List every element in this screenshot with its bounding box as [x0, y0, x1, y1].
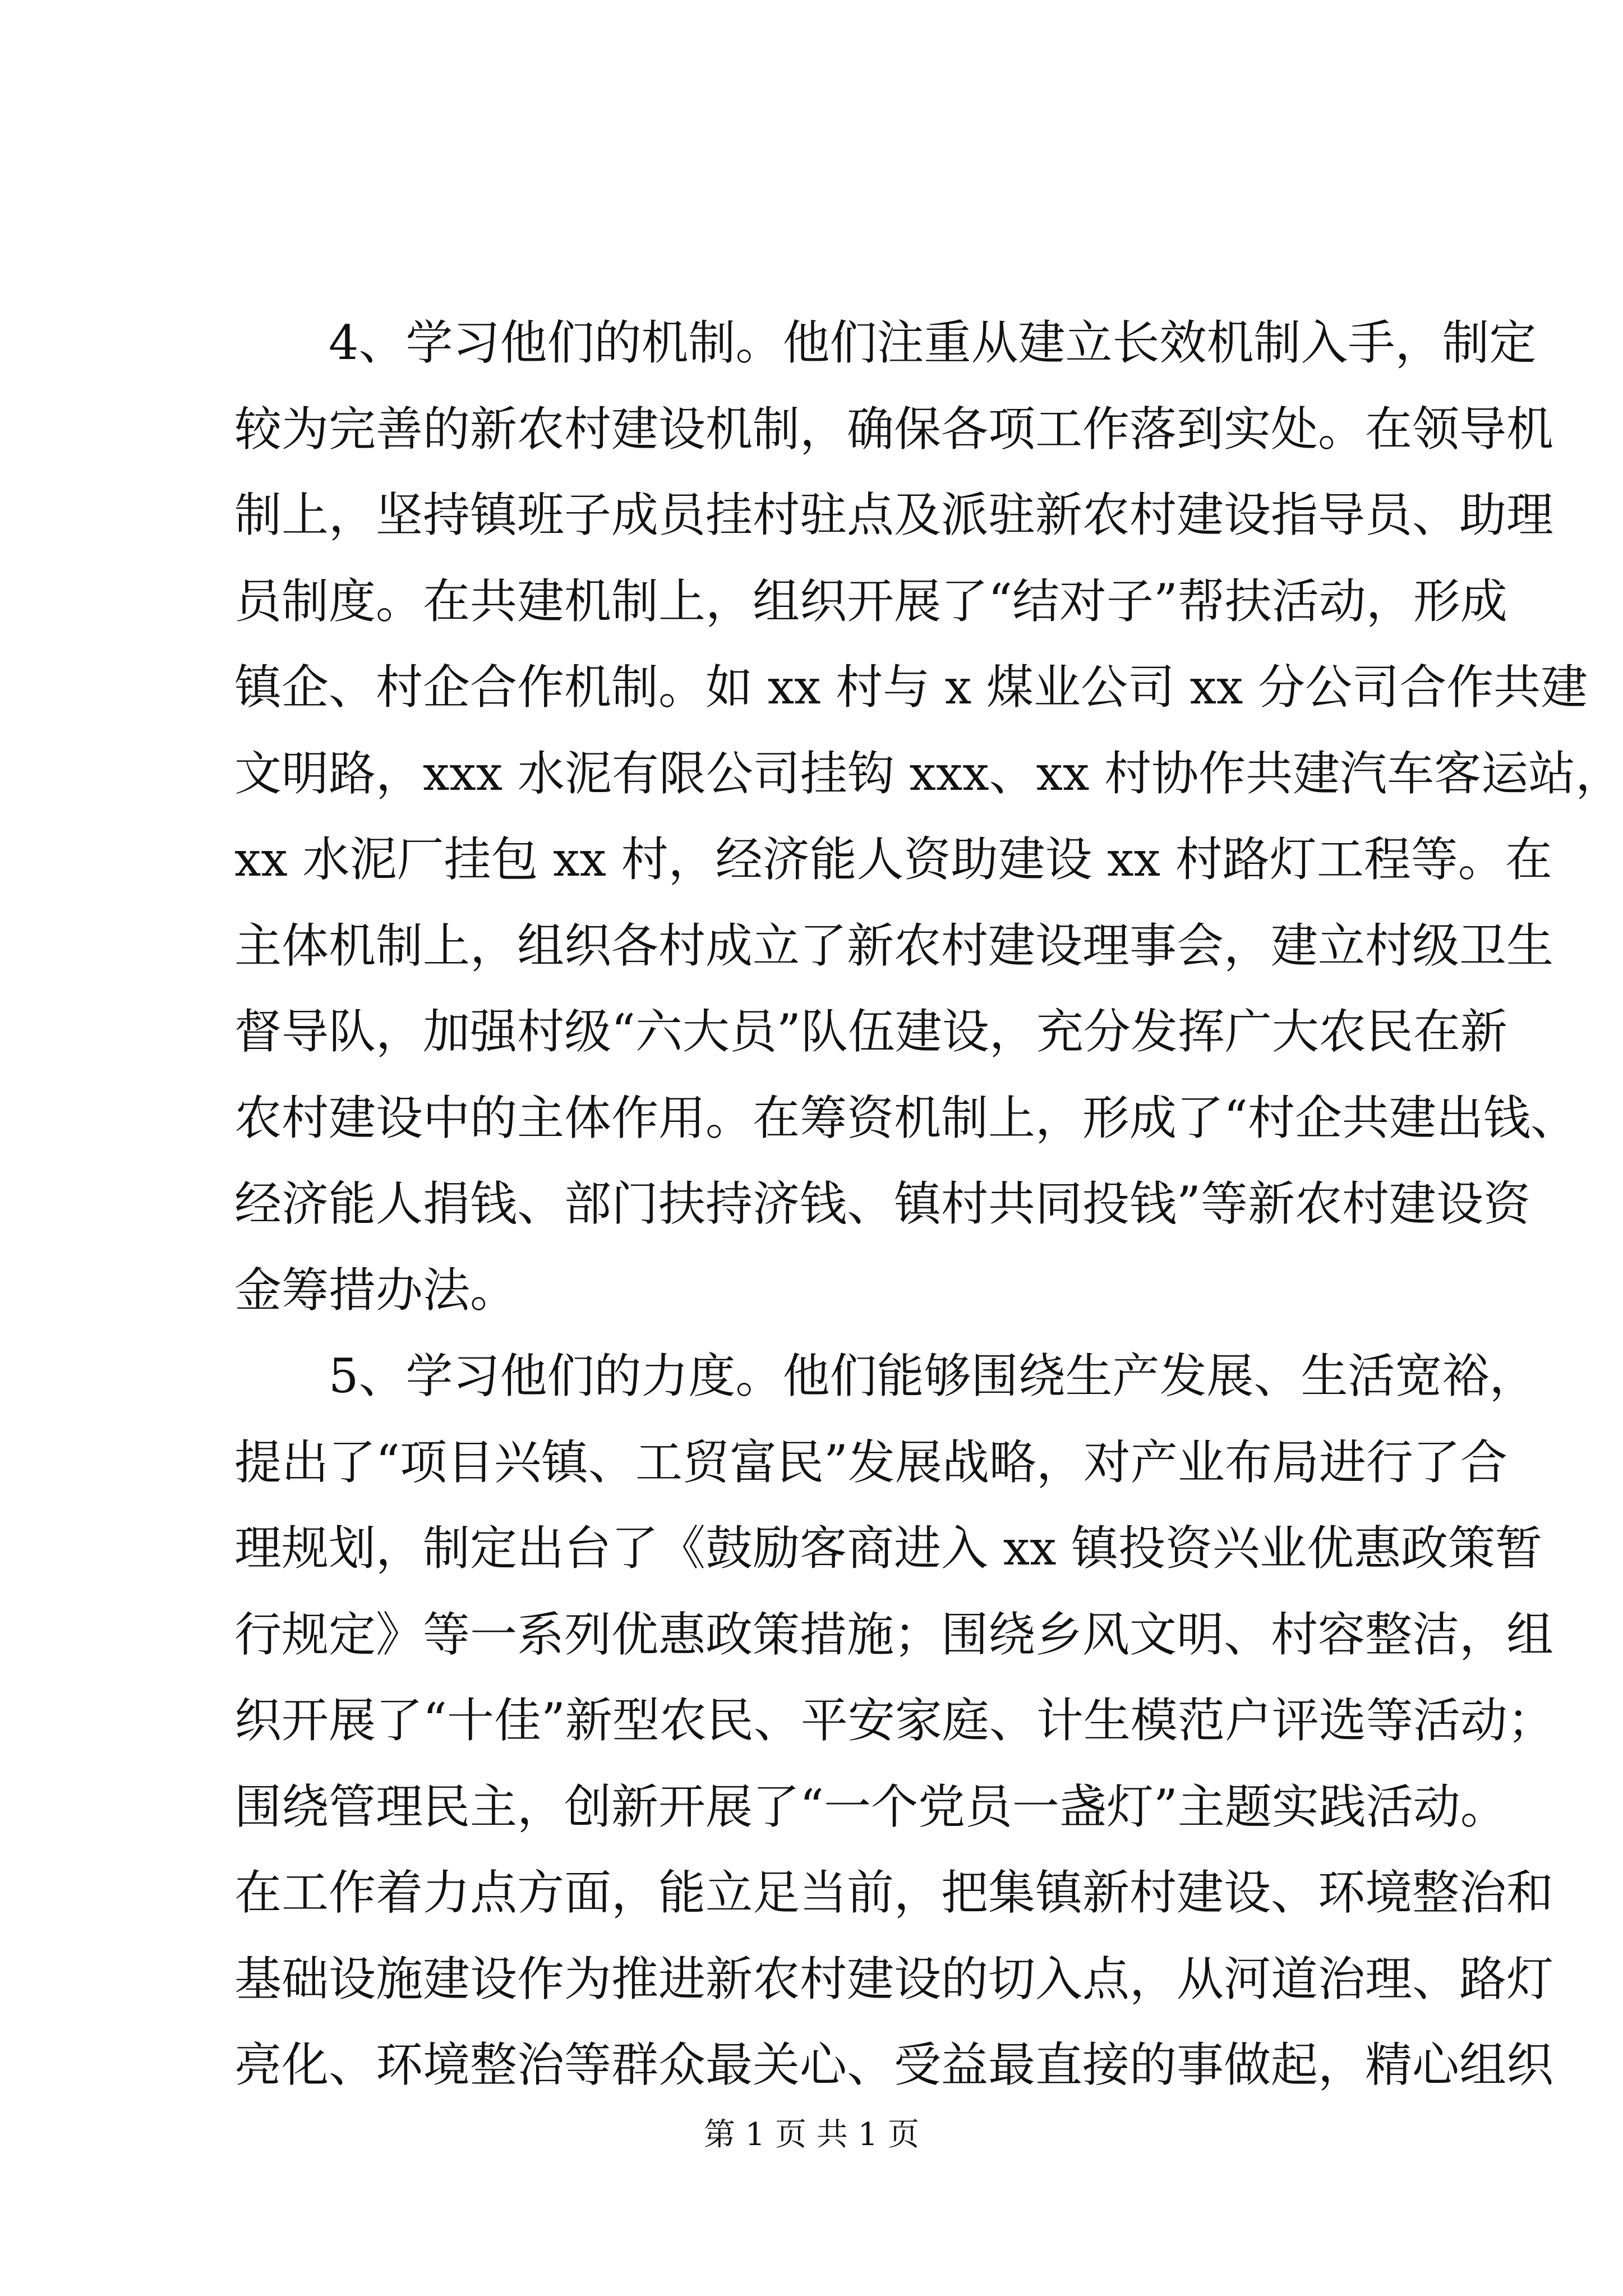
text-line: 亮化、环境整治等群众最关心、受益最直接的事做起，精心组织	[234, 2037, 1554, 2092]
text-line: 员制度。在共建机制上，组织开展了“结对子”帮扶活动，形成	[234, 573, 1507, 629]
text-line: 金筹措办法。	[234, 1262, 518, 1318]
text-line: 围绕管理民主，创新开展了“一个党员一盏灯”主题实践活动。	[234, 1779, 1507, 1834]
text-line: 制上，坚持镇班子成员挂村驻点及派驻新农村建设指导员、助理	[234, 487, 1554, 542]
text-line: 主体机制上，组织各村成立了新农村建设理事会，建立村级卫生	[234, 918, 1554, 973]
text-line: 理规划，制定出台了《鼓励客商进入 xx 镇投资兴业优惠政策暂	[234, 1521, 1543, 1576]
text-line: 文明路，xxx 水泥有限公司挂钩 xxx、xx 村协作共建汽车客运站，	[234, 746, 1623, 801]
text-line: xx 水泥厂挂包 xx 村，经济能人资助建设 xx 村路灯工程等。在	[234, 832, 1552, 887]
text-line: 较为完善的新农村建设机制，确保各项工作落到实处。在领导机	[234, 401, 1554, 457]
text-line: 4、学习他们的机制。他们注重从建立长效机制入手，制定	[329, 315, 1537, 370]
paragraph-mechanism	[234, 300, 1623, 1333]
text-line: 经济能人捐钱、部门扶持济钱、镇村共同投钱”等新农村建设资	[234, 1176, 1530, 1231]
document-body	[234, 300, 1623, 2109]
text-line: 农村建设中的主体作用。在筹资机制上，形成了“村企共建出钱、	[234, 1090, 1578, 1145]
text-line: 5、学习他们的力度。他们能够围绕生产发展、生活宽裕，	[329, 1349, 1537, 1404]
text-line: 行规定》等一系列优惠政策措施；围绕乡风文明、村容整洁，组	[234, 1607, 1554, 1662]
text-line: 提出了“项目兴镇、工贸富民”发展战略，对产业布局进行了合	[234, 1434, 1507, 1490]
text-line: 基础设施建设作为推进新农村建设的切入点，从河道治理、路灯	[234, 1951, 1554, 2007]
page-number-label: 第 1 页 共 1 页	[703, 2116, 920, 2153]
text-line: 督导队，加强村级“六大员”队伍建设，充分发挥广大农民在新	[234, 1004, 1507, 1059]
paragraph-strength	[234, 1333, 1555, 2109]
page-footer	[0, 2113, 1623, 2157]
text-line: 在工作着力点方面，能立足当前，把集镇新村建设、环境整治和	[234, 1865, 1554, 1920]
text-line: 织开展了“十佳”新型农民、平安家庭、计生模范户评选等活动；	[234, 1693, 1555, 1748]
text-line: 镇企、村企合作机制。如 xx 村与 x 煤业公司 xx 分公司合作共建	[234, 660, 1588, 715]
